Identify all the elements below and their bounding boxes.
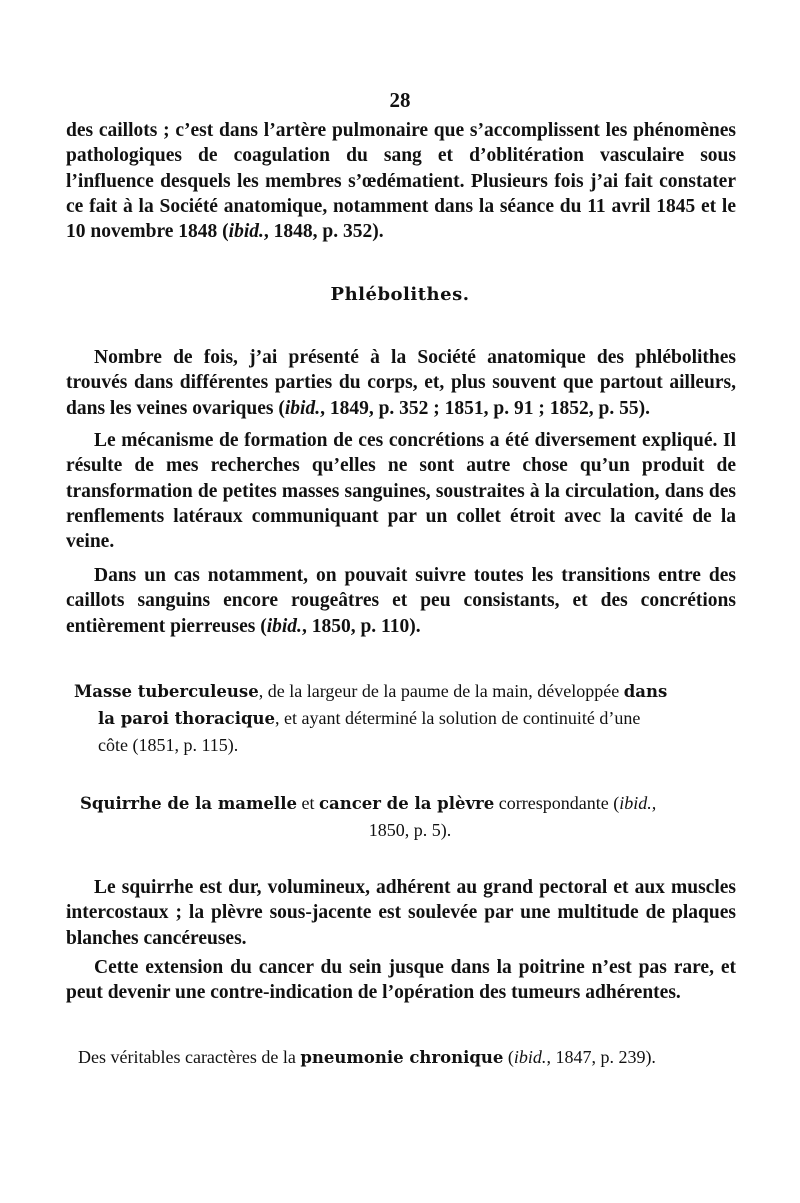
paragraph-text-end: , 1850, p. 110). [301,615,421,637]
entry-bold-text: la paroi thoracique [98,709,275,728]
paragraph-text: Dans un cas notamment, on pouvait suivre toutes les transitions entre des caillots sanguins encore rougeâtres et peu consistants, et des concrétions entièrement pierreuses ( [66,565,736,637]
paragraph-cas [66,563,736,639]
entry-bold-text: cancer de la plèvre [318,794,495,813]
entry-squirrhe [80,790,740,843]
paragraph-text-end: , 1848, p. 352). [263,221,384,243]
entry-text: , et ayant déterminé la solution de continuité d’une [275,708,641,728]
entry-pneumonie [78,1044,738,1071]
entry-bold-text: dans [623,682,668,701]
ibid-reference: ibid. [228,221,264,243]
paragraph-phlebolithes [66,345,736,421]
paragraph-text: des caillots ; c’est dans l’artère pulmonaire que s’accomplissent les phénomènes pathologiques de coagulation du sang et d’oblitération vasculaire sous l’influence desquels les membres s’œdématient. Plusieurs fois j’ai fait constater ce fait à la Société anatomique, notamment dans la séance du 11 avril 1845 et le 10 novembre 1848 ( [66,120,736,243]
paragraph-squirrhe: Le squirrhe est dur, volumineux, adhérent au grand pectoral et aux muscles intercostaux ; la plèvre sous-jacente est soulevée par une multitude de plaques blanches cancéreuses. [66,877,736,949]
entry-line-2 [74,705,734,732]
entry-text: , de la largeur de la paume de la main, développée [258,681,624,701]
ibid-reference: ibid. [284,397,321,419]
paragraph-caillots [66,118,736,244]
entry-bold-title: Masse tuberculeuse [74,682,259,701]
entry-text: et [296,793,319,813]
paragraph-mecanisme: Le mécanisme de formation de ces concrétions a été diversement expliqué. Il résulte de mes recherches qu’elles ne sont autre chose qu’un produit de transformation de petites masses sanguines, soustraites à la circulation, dans des renflements latéraux communiquant par un collet étroit avec la cavité de la veine. [66,430,736,553]
paragraph-text-end: , 1849, p. 352 ; 1851, p. 91 ; 1852, p. 55). [320,397,650,419]
entry-bold-title: pneumonie chronique [300,1048,504,1067]
ibid-reference: ibid. [513,1047,547,1067]
ibid-reference: ibid. [266,615,302,637]
entry-text-end: , 1847, p. 239). [546,1047,656,1067]
paragraph-text: Nombre de fois, j’ai présenté à la Société anatomique des phlébolithes trouvés dans différentes parties du corps, et, plus souvent que partout ailleurs, dans les veines ovariques ( [66,347,736,419]
entry-text: ( [503,1047,514,1067]
page-number: 28 [389,88,411,112]
section-heading: Phlébolithes. [330,284,470,305]
entry-masse-tuberculeuse [74,678,734,758]
entry-bold-title: Squirrhe de la mamelle [80,794,297,813]
entry-line-3: côte (1851, p. 115). [98,735,239,755]
entry-text: correspondante ( [494,793,620,813]
paragraph-extension: Cette extension du cancer du sein jusque dans la poitrine n’est pas rare, et peut devenir une contre-indication de l’opération des tumeurs adhérentes. [66,957,736,1004]
entry-line-2: 1850, p. 5). [368,820,452,840]
entry-text: Des véritables caractères de la [78,1047,301,1067]
ibid-reference: ibid., [619,793,657,813]
